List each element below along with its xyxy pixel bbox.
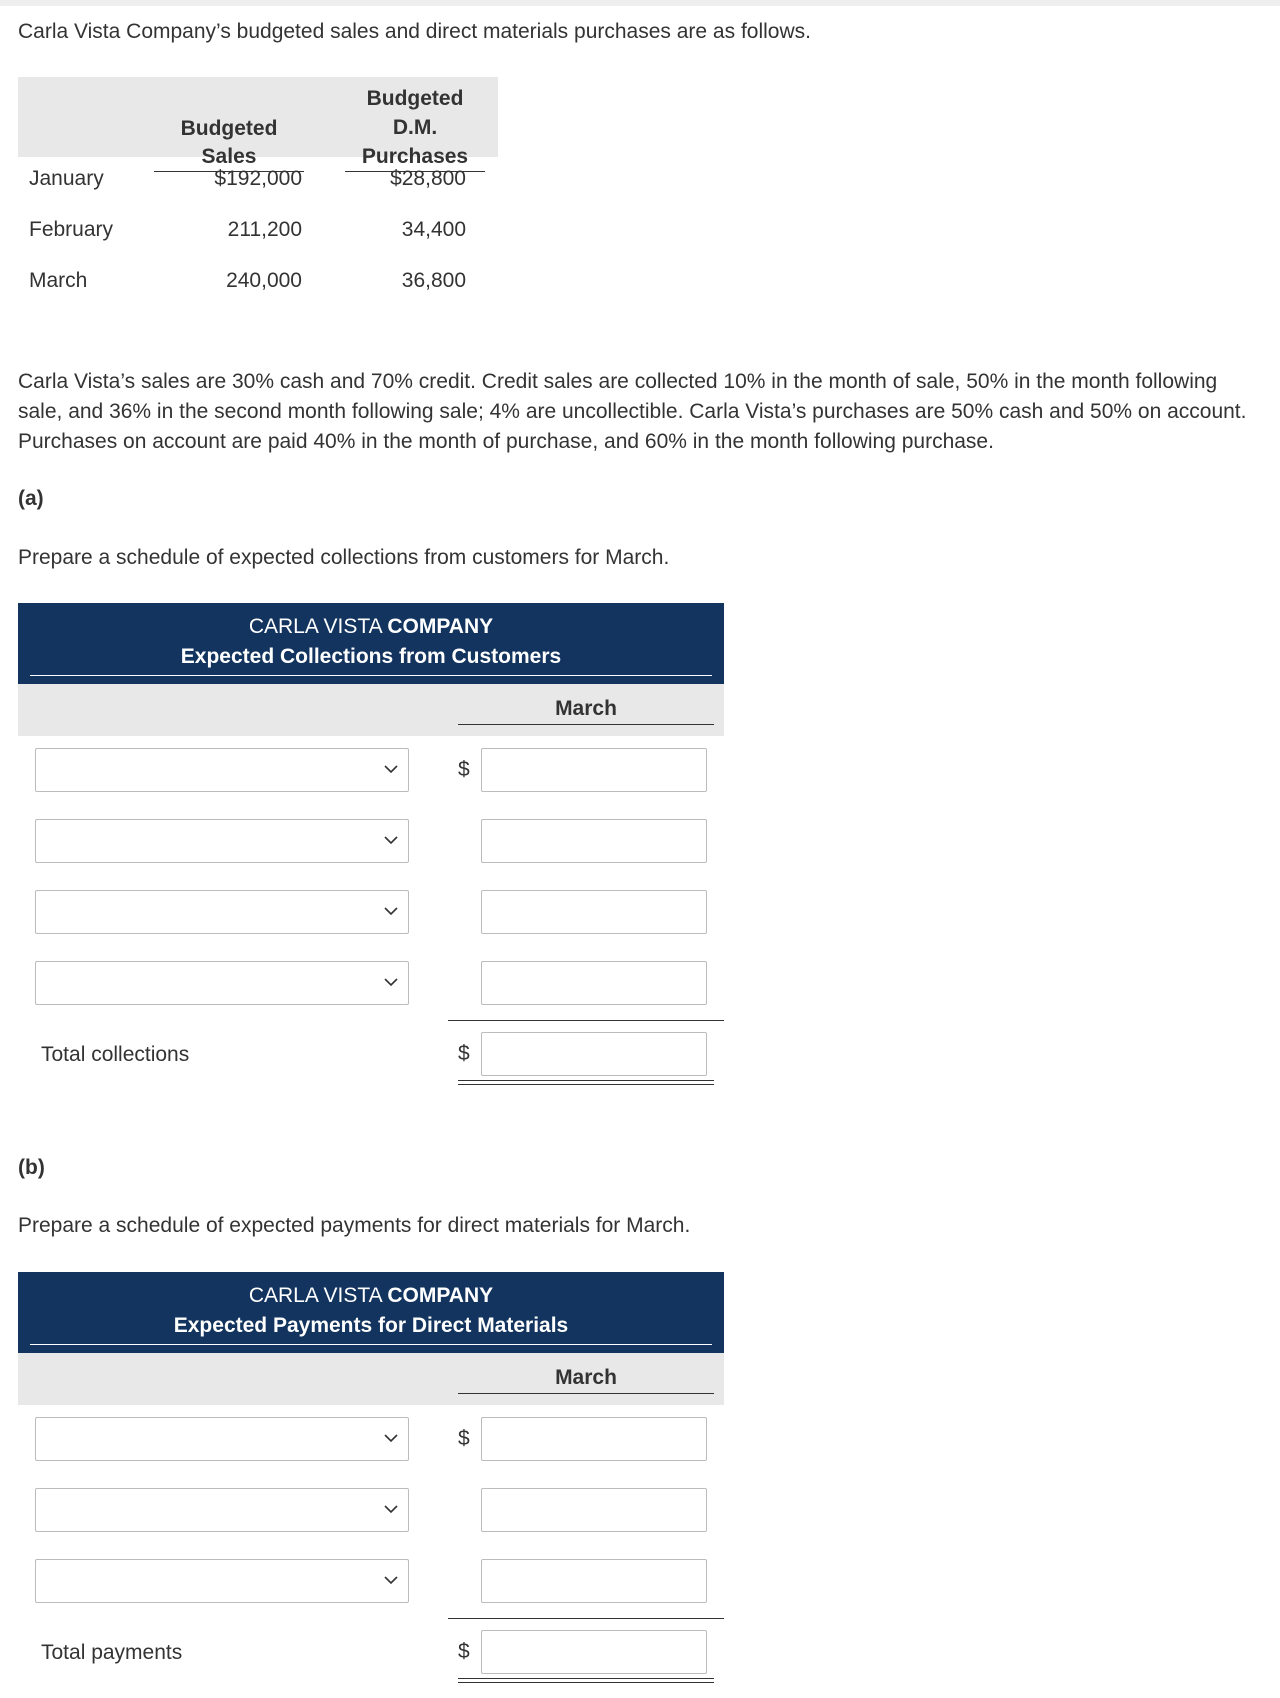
chevron-down-icon bbox=[382, 1500, 400, 1518]
given-data-table bbox=[18, 77, 498, 310]
currency-symbol: $ bbox=[458, 1640, 470, 1663]
header-dm-line1: Budgeted D.M. bbox=[366, 87, 464, 139]
row-month: February bbox=[29, 218, 114, 241]
total-collections-label: Total collections bbox=[41, 1043, 190, 1066]
schedule-row bbox=[18, 736, 724, 807]
table-row bbox=[18, 259, 498, 310]
problem-description: Carla Vista’s sales are 30% cash and 70% credit. Credit sales are collected 10% in the month of sale, 50% in the month following sale, and 36% in the second month following sale; 4% are uncollectible. Carla Vista’s purchases are 50% cash and 50% on account. Purchases on account are paid 40% in the month of purchase, and 60% in the month following purchase. bbox=[18, 370, 1247, 453]
table-row bbox=[18, 157, 498, 208]
chevron-down-icon bbox=[382, 1429, 400, 1447]
row-dm: 36,800 bbox=[401, 269, 466, 292]
schedule-row bbox=[18, 1476, 724, 1547]
company-name-light: CARLA VISTA bbox=[248, 1284, 382, 1307]
collections-schedule bbox=[18, 603, 724, 1091]
row-sales: 240,000 bbox=[226, 269, 302, 292]
row-sales: 211,200 bbox=[227, 218, 302, 241]
amount-input[interactable] bbox=[481, 819, 707, 863]
schedule-row bbox=[18, 878, 724, 949]
line-item-dropdown[interactable] bbox=[35, 890, 409, 934]
company-name-bold: COMPANY bbox=[387, 1284, 494, 1307]
company-name bbox=[18, 612, 724, 642]
amount-input[interactable] bbox=[481, 890, 707, 934]
total-payments-input[interactable] bbox=[481, 1630, 707, 1674]
amount-input[interactable] bbox=[481, 1559, 707, 1603]
table-row bbox=[18, 208, 498, 259]
line-item-dropdown[interactable] bbox=[35, 819, 409, 863]
part-b-instruction: Prepare a schedule of expected payments for direct materials for March. bbox=[18, 1214, 691, 1237]
double-underline bbox=[458, 1678, 714, 1683]
schedule-row bbox=[18, 1405, 724, 1476]
header-underline bbox=[30, 675, 712, 676]
top-border bbox=[0, 0, 1280, 6]
line-item-dropdown[interactable] bbox=[35, 1417, 409, 1461]
given-table-header bbox=[18, 77, 498, 168]
amount-input[interactable] bbox=[481, 961, 707, 1005]
row-sales: $192,000 bbox=[214, 167, 302, 190]
payments-schedule bbox=[18, 1272, 724, 1689]
schedule-header bbox=[18, 1272, 724, 1353]
total-collections-input[interactable] bbox=[481, 1032, 707, 1076]
currency-symbol: $ bbox=[458, 758, 470, 781]
company-name-bold: COMPANY bbox=[387, 615, 494, 638]
amount-input[interactable] bbox=[481, 1417, 707, 1461]
row-month: January bbox=[29, 167, 104, 190]
schedule-title: Expected Payments for Direct Materials bbox=[173, 1314, 569, 1337]
column-march: March bbox=[458, 1363, 714, 1394]
column-header-row bbox=[18, 1353, 724, 1405]
currency-symbol: $ bbox=[458, 1042, 470, 1065]
chevron-down-icon bbox=[382, 902, 400, 920]
currency-symbol: $ bbox=[458, 1427, 470, 1450]
schedule-row bbox=[18, 1547, 724, 1618]
chevron-down-icon bbox=[382, 973, 400, 991]
line-item-dropdown[interactable] bbox=[35, 1559, 409, 1603]
column-header-row bbox=[18, 684, 724, 736]
header-budgeted-sales: Budgeted Sales bbox=[154, 115, 304, 172]
sum-line bbox=[448, 1020, 724, 1021]
schedule-row bbox=[18, 807, 724, 878]
part-b-label: (b) bbox=[18, 1156, 45, 1179]
company-name bbox=[18, 1281, 724, 1311]
line-item-dropdown[interactable] bbox=[35, 961, 409, 1005]
amount-input[interactable] bbox=[481, 748, 707, 792]
row-dm: 34,400 bbox=[401, 218, 466, 241]
double-underline bbox=[458, 1080, 714, 1085]
part-a-label: (a) bbox=[18, 487, 44, 510]
row-dm: $28,800 bbox=[390, 167, 466, 190]
column-march: March bbox=[458, 694, 714, 725]
total-payments-label: Total payments bbox=[41, 1641, 183, 1664]
total-row bbox=[18, 1020, 724, 1091]
total-row bbox=[18, 1618, 724, 1689]
schedule-row bbox=[18, 949, 724, 1020]
chevron-down-icon bbox=[382, 760, 400, 778]
row-month: March bbox=[29, 269, 88, 292]
chevron-down-icon bbox=[382, 1571, 400, 1589]
header-dm-line2: Purchases bbox=[361, 145, 469, 168]
schedule-title: Expected Collections from Customers bbox=[180, 645, 562, 668]
chevron-down-icon bbox=[382, 831, 400, 849]
line-item-dropdown[interactable] bbox=[35, 1488, 409, 1532]
company-name-light: CARLA VISTA bbox=[248, 615, 382, 638]
intro-text: Carla Vista Company’s budgeted sales and direct materials purchases are as follows. bbox=[18, 20, 811, 43]
amount-input[interactable] bbox=[481, 1488, 707, 1532]
part-a-instruction: Prepare a schedule of expected collections from customers for March. bbox=[18, 546, 670, 569]
sum-line bbox=[448, 1618, 724, 1619]
line-item-dropdown[interactable] bbox=[35, 748, 409, 792]
header-underline bbox=[30, 1344, 712, 1345]
schedule-header bbox=[18, 603, 724, 684]
